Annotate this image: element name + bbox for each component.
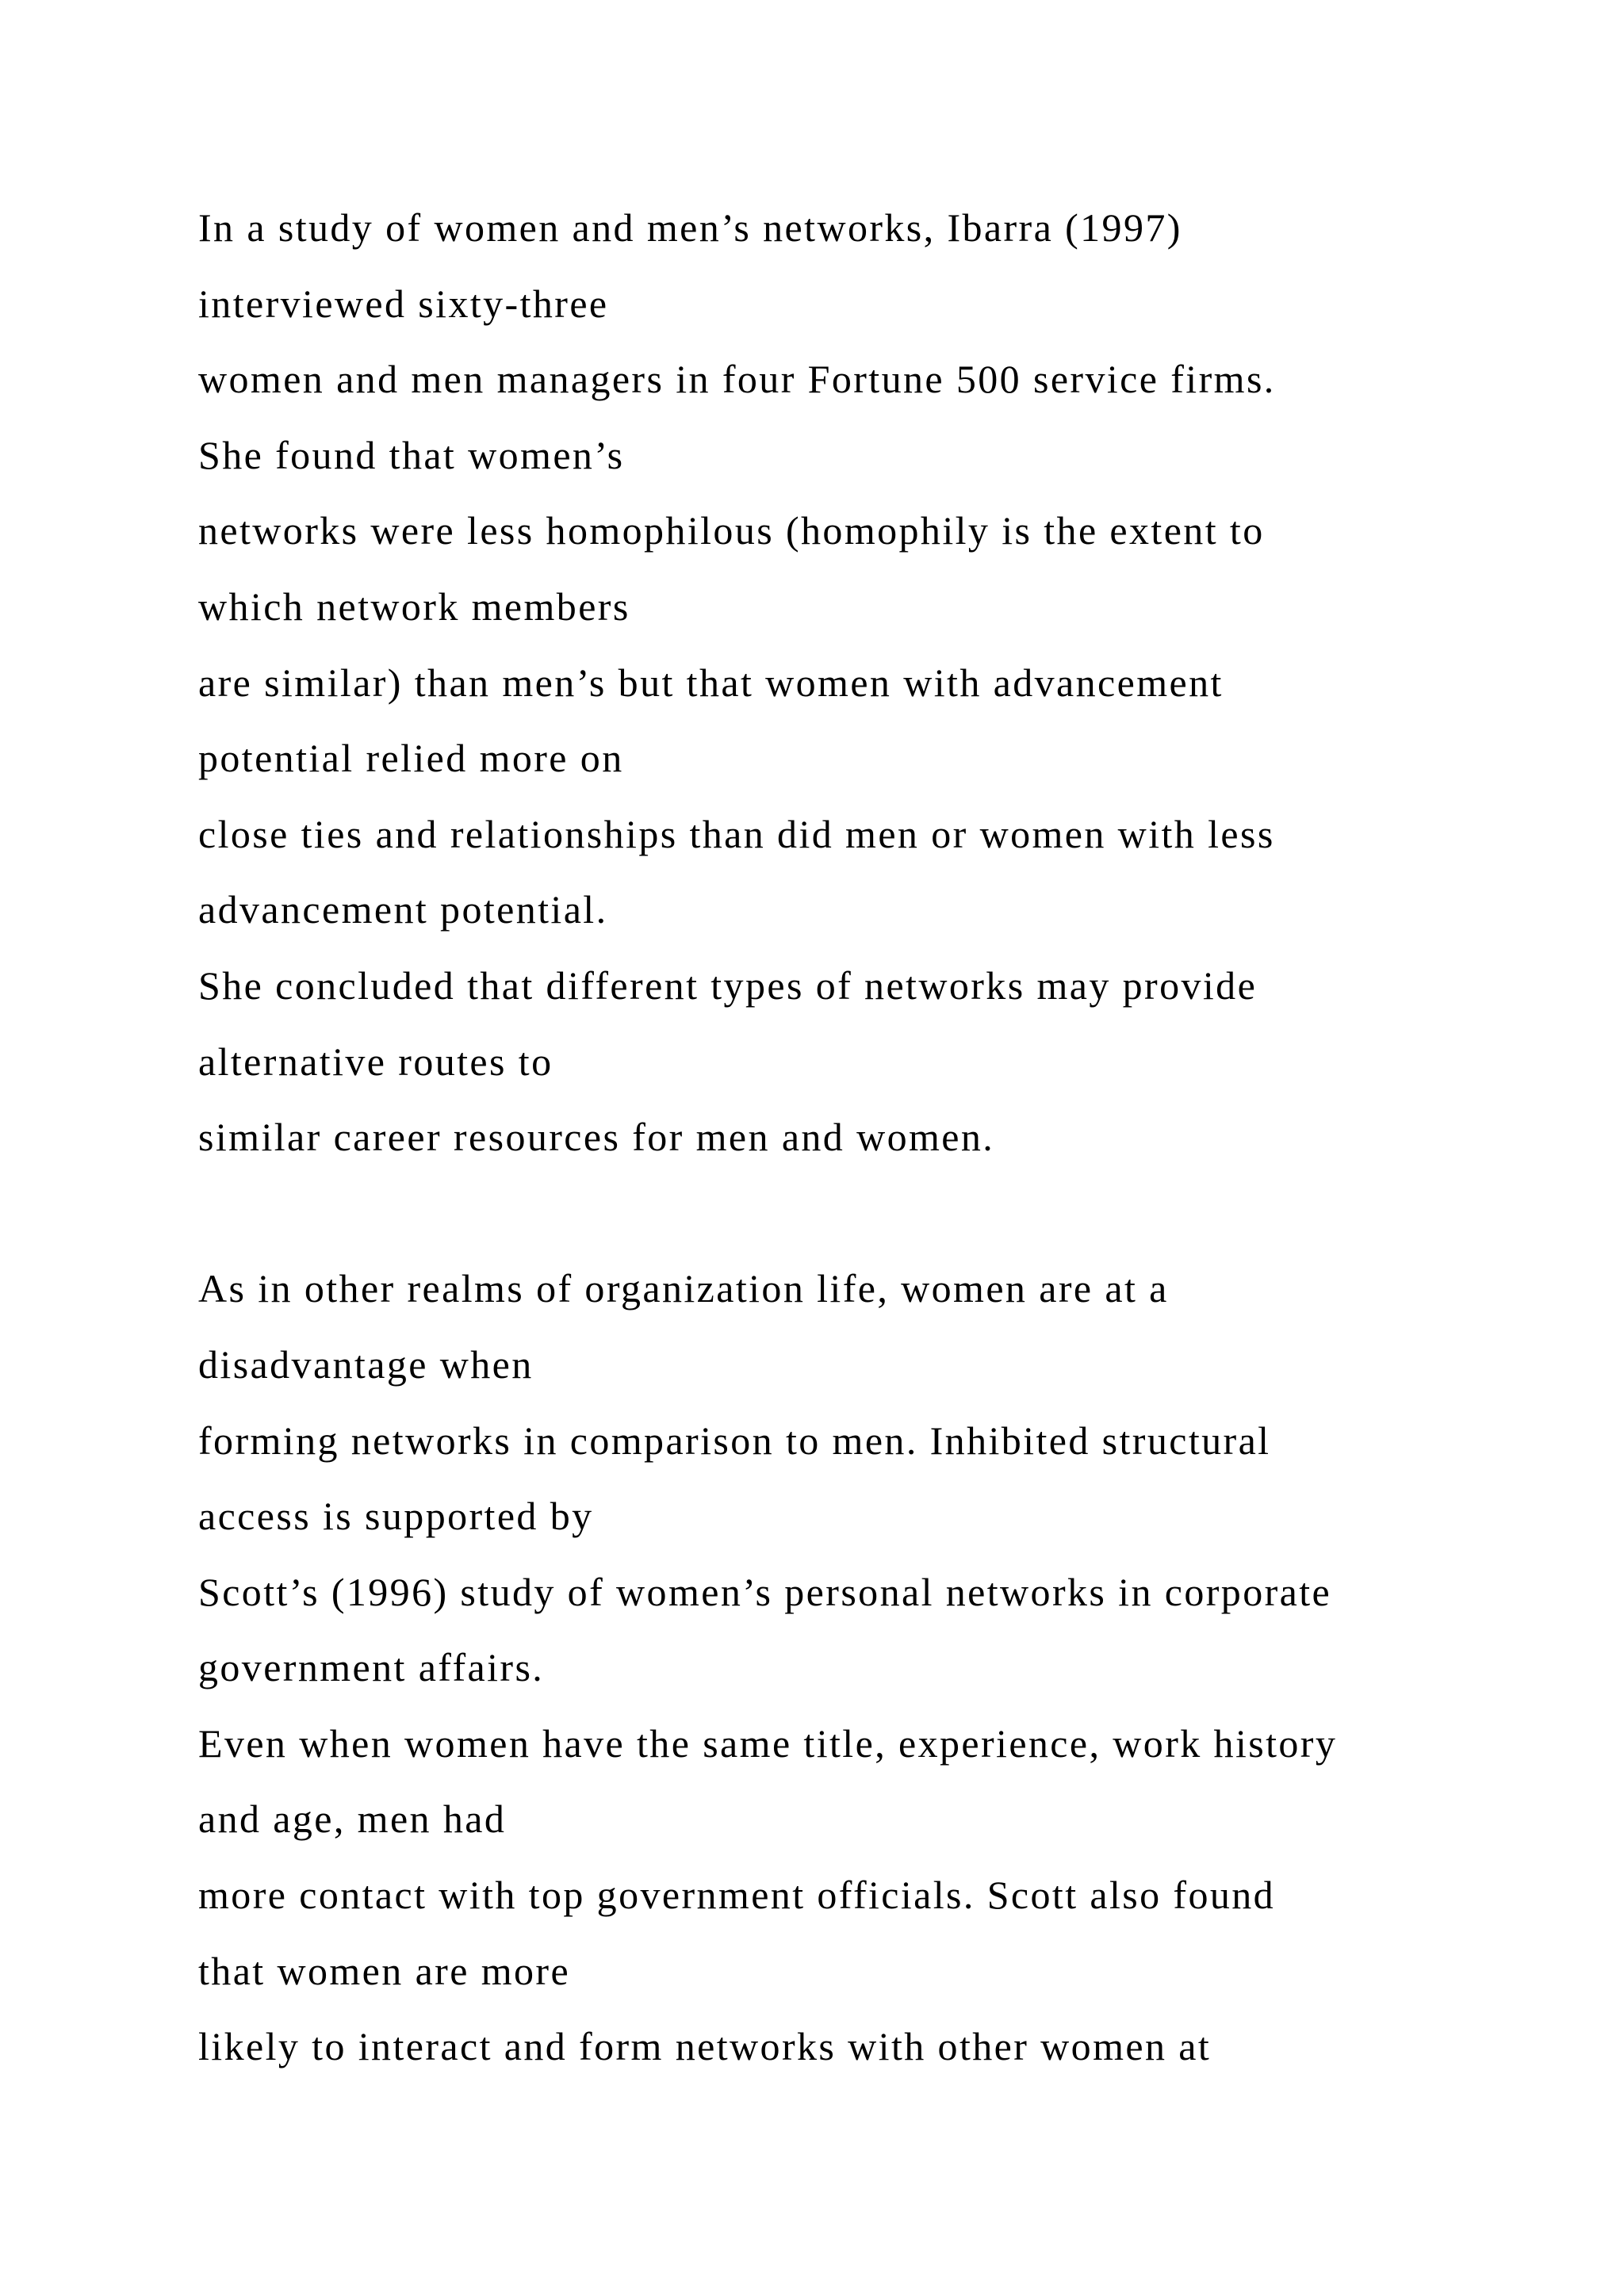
text-line: She concluded that different types of networks may provide xyxy=(198,962,1258,1008)
paragraph-2 xyxy=(198,1251,1546,2085)
text-line: disadvantage when xyxy=(198,1341,534,1387)
text-line: are similar) than men’s but that women with advancement xyxy=(198,660,1224,705)
text-line: potential relied more on xyxy=(198,736,624,781)
text-line: government affairs. xyxy=(198,1645,545,1690)
text-line: interviewed sixty-three xyxy=(198,281,609,326)
text-line: alternative routes to xyxy=(198,1039,553,1084)
text-line: which network members xyxy=(198,584,630,629)
text-line: close ties and relationships than did men or women with less xyxy=(198,811,1275,856)
text-line: As in other realms of organization life, women are at a xyxy=(198,1266,1169,1311)
text-line: Scott’s (1996) study of women’s personal networks in corporate xyxy=(198,1569,1332,1614)
text-line: similar career resources for men and women. xyxy=(198,1115,995,1160)
text-line: In a study of women and men’s networks, Ibarra (1997) xyxy=(198,205,1182,250)
text-line: She found that women’s xyxy=(198,432,625,477)
text-line: that women are more xyxy=(198,1948,571,1993)
text-line: advancement potential. xyxy=(198,887,608,932)
text-line: women and men managers in four Fortune 500 service firms. xyxy=(198,357,1276,402)
document-body xyxy=(198,190,1546,2085)
text-line: Even when women have the same title, experience, work history xyxy=(198,1720,1338,1766)
text-line: likely to interact and form networks with other women at xyxy=(198,2024,1212,2069)
text-line: and age, men had xyxy=(198,1797,507,1842)
paragraph-1 xyxy=(198,190,1546,1176)
text-line: more contact with top government officials. Scott also found xyxy=(198,1873,1276,1918)
text-line: networks were less homophilous (homophily is the extent to xyxy=(198,508,1265,553)
paragraph-spacer xyxy=(198,1176,1546,1252)
text-line: access is supported by xyxy=(198,1494,594,1539)
text-line: forming networks in comparison to men. Inhibited structural xyxy=(198,1418,1271,1463)
